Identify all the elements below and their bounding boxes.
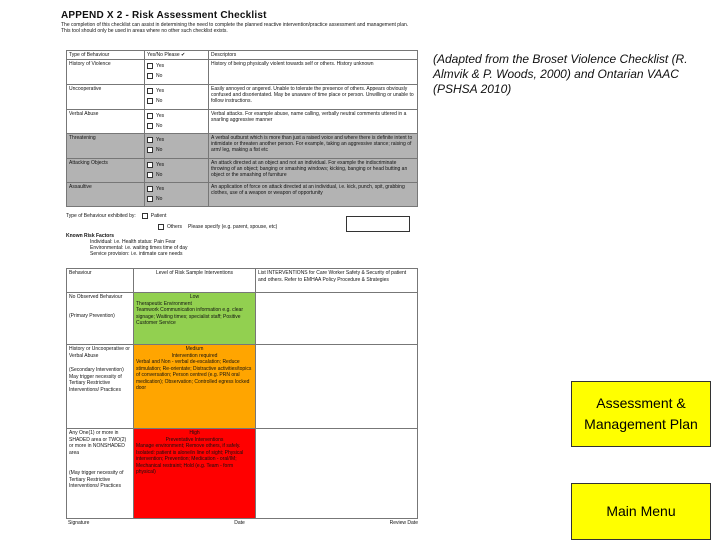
option-label: Yes [156, 186, 165, 192]
signature-label: Signature [68, 520, 90, 526]
behaviour-label: Uncooperative [67, 85, 145, 110]
level-interventions: Manage environment; Remove others, if safely. Isolated: patient is alone/in line of sight; Physical intervention; Prevention; Medication - oral/IM; Mechanical restraint; Hold (e.g. Team - form physical) [136, 443, 244, 475]
option-label: No [156, 147, 163, 153]
known-risk-factors [66, 233, 418, 257]
level-title: Medium [185, 346, 204, 352]
yes-option[interactable] [147, 61, 206, 71]
yesno-cell [145, 110, 209, 134]
checkbox[interactable] [147, 172, 153, 178]
option-label: No [156, 172, 163, 178]
checklist-title: APPEND X 2 - Risk Assessment Checklist [61, 10, 267, 21]
descriptor: History of being physically violent towards self or others. History unknown [209, 60, 418, 85]
date-label: Date [234, 520, 245, 526]
risk-factor-line: Individual: i.e. Health status: Pain Fear [90, 239, 176, 245]
behaviour-label: Assaultive [67, 183, 145, 207]
option-label: Yes [156, 63, 165, 69]
level-title: High [189, 430, 200, 436]
checkbox[interactable] [147, 162, 153, 168]
exhibited-label: Type of Behaviour exhibited by: [66, 212, 136, 219]
band-header-level: Level of Risk Sample Interventions [134, 269, 256, 293]
behaviour-label: History of Violence [67, 60, 145, 85]
option-label: Patient [150, 212, 167, 219]
level-subtitle: Therapeutic Environment [136, 300, 192, 307]
others-option[interactable] [158, 222, 182, 232]
checkbox[interactable] [147, 147, 153, 153]
main-menu-button[interactable]: Main Menu [571, 483, 711, 540]
source-caption: (Adapted from the Broset Violence Checklist (R. Almvik & P. Woods, 2000) and Ontarian VAAC (PSHSA 2010) [433, 52, 688, 96]
behaviour-label: Verbal Abuse [67, 110, 145, 134]
option-label: No [156, 123, 163, 129]
no-option[interactable] [147, 121, 206, 131]
risk-factors-title: Known Risk Factors [66, 233, 115, 239]
option-label: Yes [156, 137, 165, 143]
table-row [67, 159, 418, 183]
no-option[interactable] [147, 71, 206, 81]
no-option[interactable] [147, 170, 206, 180]
yesno-cell [145, 134, 209, 159]
signature-footer [68, 520, 418, 526]
band-notes[interactable] [256, 345, 418, 429]
behaviour-table [66, 50, 418, 207]
table-row [67, 134, 418, 159]
band-behaviour-text: History or Uncooperative or Verbal Abuse [69, 346, 130, 359]
band-behaviour [67, 293, 134, 345]
table-row [67, 110, 418, 134]
review-date-label: Review Date [389, 520, 418, 526]
checkbox[interactable] [147, 123, 153, 129]
yesno-cell [145, 159, 209, 183]
band-level-low [134, 293, 256, 345]
checkbox[interactable] [142, 213, 148, 219]
yesno-cell [145, 60, 209, 85]
checklist-intro: The completion of this checklist can assist in determining the need to complete the planned reactive intervention/practice assessment and management plan. This tool should only be used in areas where no other such checklist exists. [61, 22, 409, 34]
option-label: No [156, 196, 163, 202]
header-yesno: Yes/No Please ✔ [145, 51, 209, 60]
table-row [67, 85, 418, 110]
level-interventions: Teamwork Communication information e.g. clear signage; Waiting times; specialist staff; Positive Customer Service [136, 307, 243, 326]
checkbox[interactable] [147, 88, 153, 94]
band-row-high [67, 429, 418, 519]
band-prevention-text: (Secondary Intervention) May trigger necessity of Tertiary Restrictive Interventions/ Practices [69, 367, 124, 393]
table-row [67, 183, 418, 207]
header-descriptors: Descriptors [209, 51, 418, 60]
no-option[interactable] [147, 145, 206, 155]
risk-factor-line: Environmental: i.e. waiting times time of day [90, 245, 188, 251]
checkbox[interactable] [147, 186, 153, 192]
behaviour-label: Threatening [67, 134, 145, 159]
band-behaviour [67, 345, 134, 429]
no-option[interactable] [147, 194, 206, 204]
risk-assessment-checklist [61, 10, 419, 532]
descriptor: An application of force on attack directed at an individual, i.e. kick, punch, spit, grabbing clothes, use of a weapon or weapon of opportunity [209, 183, 418, 207]
option-label: Yes [156, 88, 165, 94]
option-label: No [156, 73, 163, 79]
band-notes[interactable] [256, 429, 418, 519]
level-subtitle: Intervention required [171, 352, 218, 359]
band-notes[interactable] [256, 293, 418, 345]
band-behaviour-text: No Observed Behaviour [69, 294, 123, 300]
checkbox[interactable] [147, 196, 153, 202]
specify-input[interactable] [346, 216, 410, 232]
header-type: Type of Behaviour [67, 51, 145, 60]
band-level-high [134, 429, 256, 519]
risk-level-table [66, 268, 418, 519]
band-header-behaviour: Behaviour [67, 269, 134, 293]
behaviour-label: Attacking Objects [67, 159, 145, 183]
specify-label: Please specify (e.g. parent, spouse, etc) [188, 223, 278, 230]
checkbox[interactable] [147, 137, 153, 143]
band-prevention-text: (Primary Prevention) [69, 312, 115, 319]
yes-option[interactable] [147, 160, 206, 170]
checkbox[interactable] [147, 98, 153, 104]
yesno-cell [145, 85, 209, 110]
yes-option[interactable] [147, 135, 206, 145]
yes-option[interactable] [147, 111, 206, 121]
descriptor: Verbal attacks. For example abuse, name calling, verbally neutral comments uttered in a snarling aggressive manner [209, 110, 418, 134]
band-level-medium [134, 345, 256, 429]
descriptor: A verbal outburst which is more than just a raised voice and where there is definite intent to intimidate or threaten another person. For example, taking an aggressive stance; raising of arm/ leg, making a fist etc [209, 134, 418, 159]
checkbox[interactable] [147, 113, 153, 119]
level-title: Low [189, 294, 200, 300]
no-option[interactable] [147, 96, 206, 106]
checkbox[interactable] [158, 224, 164, 230]
assessment-management-plan-button[interactable]: Assessment & Management Plan [571, 381, 711, 447]
option-label: Others [167, 223, 183, 230]
band-header-row [67, 269, 418, 293]
descriptor: Easily annoyed or angered. Unable to tolerate the presence of others. Appears obviously confused and disorientated. May be unaware of time place or person. Unwilling or unable to follow instructions. [209, 85, 418, 110]
option-label: No [156, 98, 163, 104]
yes-option[interactable] [147, 86, 206, 96]
band-row-medium [67, 345, 418, 429]
band-prevention-text: (May trigger necessity of Tertiary Restrictive Interventions/ Practices [69, 470, 124, 489]
band-header-list: List INTERVENTIONS for Care Worker Safety & Security of patient and others. Refer to EMHAA Policy Procedure & Strategies [256, 269, 418, 293]
yesno-cell [145, 183, 209, 207]
checkbox[interactable] [147, 63, 153, 69]
band-row-low [67, 293, 418, 345]
band-behaviour [67, 429, 134, 519]
patient-option[interactable] [142, 211, 167, 221]
level-interventions: Verbal and Non - verbal de-escalation; Reduce stimulation; Re-orientate; Distractive activities/topics of conversation; Person centred (e.g. PRN oral medication); Observation; Controlled egress locked door [136, 359, 252, 391]
table-header-row [67, 51, 418, 60]
descriptor: An attack directed at an object and not an individual. For example the indiscriminate throwing of an object; banging or smashing windows; kicking, banging or head butting an object or the smashing of furniture [209, 159, 418, 183]
level-subtitle: Preventative Interventions [165, 436, 224, 443]
risk-factor-line: Service provision: i.e. intimate care needs [90, 251, 183, 257]
band-behaviour-text: Any One(1) or more in SHADED area or TWO(2) or more in NONSHADED area [69, 430, 127, 456]
checkbox[interactable] [147, 73, 153, 79]
table-row [67, 60, 418, 85]
option-label: Yes [156, 162, 165, 168]
yes-option[interactable] [147, 184, 206, 194]
option-label: Yes [156, 113, 165, 119]
